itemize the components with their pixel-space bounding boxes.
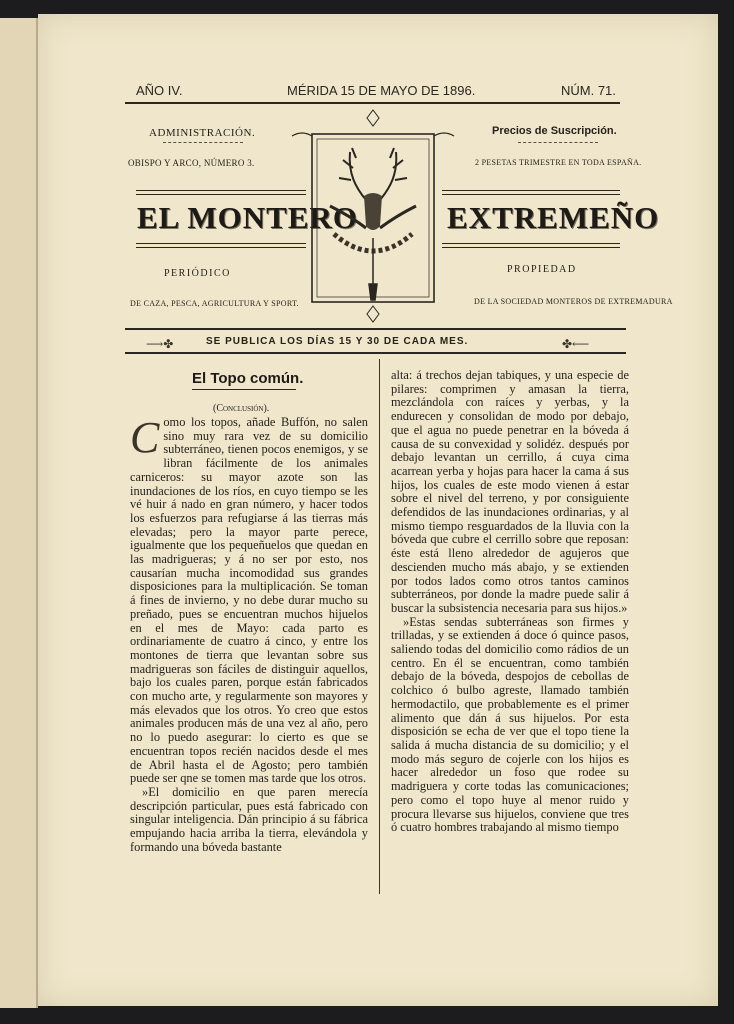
title-band-left-top <box>136 190 306 195</box>
stag-head-icon <box>364 193 382 230</box>
propiedad-subtitle: DE LA SOCIEDAD MONTEROS DE EXTREMADURA <box>474 297 673 306</box>
publica-ornament-right: ✤⟵ <box>562 337 590 351</box>
periodico-label: PERIÓDICO <box>164 268 231 279</box>
admin-label: ADMINISTRACIÓN. <box>149 127 256 139</box>
paragraph: omo los topos, añade Buffón, no salen sino muy rara vez de su domicilio subterráneo, tienen pocos enemigos, y se libran fácilmente de los animales carniceros: su mayor azote son las inundaciones de los ríos, en cuyo tiempo se les vé huir á nado en gran número, y hacer todos los esfuerzos para refugiarse á las tierras más elevadas; pero la mayor parte perece, igualmente que los pequeñuelos que quedan en las madrigueras; y á no ser por esto, nos causarían mucha incomodidad sus grandes disposiciones para la multiplicación. Se toman á fines de invierno, y no debe durar mucho su preñado, pues se encuentran muchos hijuelos en el mes de Mayo: cada parto es ordinariamente de cuatro á cinco, y entre los montones de tierra que levantan sobre sus madrigueras son fáciles de distinguir aquellos, bajo los cuales paren, porque están fabricados con mucho arte, y regularmente son mayores y más elevados que los otros. Yo creo que estos animales producen más de una vez al año, pero no lo puedo asegurar: lo cierto es que se encuentran topos recién nacidos desde el mes de Abril hasta el de Agosto; pero también puede ser qne se tomen mas tarde que los otros. <box>130 415 368 786</box>
emblem-top-ornament <box>367 110 379 126</box>
prices-text: 2 PESETAS TRIMESTRE EN TODA ESPAÑA. <box>475 158 642 167</box>
publica-rule-bottom <box>125 352 626 354</box>
issue-number: NÚM. 71. <box>561 83 616 98</box>
publica-line: SE PUBLICA LOS DÍAS 15 Y 30 DE CADA MES. <box>206 336 469 347</box>
title-band-right-top <box>442 190 620 195</box>
prices-label: Precios de Suscripción. <box>492 125 617 137</box>
admin-divider <box>163 142 243 143</box>
paragraph: »Estas sendas subterráneas son firmes y trilladas, y se extienden á doce ó quince pasos, saliendo todas del domicilio como rádios de un centro. En él se encuentran, como también debajo de la bóveda, despojos de cebollas de colchico ó bulbo agreste, llamado también hermodactilo, que probablemente es el primer alimento que dán á sus hijuelos. Por esta disposición se echa de ver que el topo tiene la salida á mucha distancia de su domicilio; y el modo más seguro de cojerle con los hijos es hacer alrededor un foso que rodee su madriguera y corte todas las comunicaciones; pero como el topo huye al menor ruido y procura llevarse sus hijuelos, conviene que tres ó cuatro hombres trabajando al mismo tiempo <box>391 614 629 835</box>
publica-ornament-left: ⟶✤ <box>146 337 174 351</box>
antlers-icon <box>339 148 407 200</box>
newspaper-page <box>38 14 718 1006</box>
article-title: El Topo común. <box>192 370 304 387</box>
facing-page-edge <box>0 18 38 1008</box>
paragraph: alta: á trechos dejan tabiques, y una especie de pilares: comprimen y amasan la tierra, mezclándola con raíces y yerbas, y la endurecen y consolidan de modo por debajo, que el agua no puede penetrar en la bóveda á causa de su convexidad y solidéz. después por debajo levantan un cerrillo, á cuya cima acarrean yerba y hojas para hacer la cama á sus hijos, los cuales de este modo vienen á estar sobre el nivel del terreno, y por consiguiente defendidos de las inundaciones ordinarias, y al mismo tiempo resguardados de la lluvia con la bóveda que cubre el cerrillo sobre que reposan: éste está lleno alrededor de agujeros que descienden mucho más abajo, y se extienden por todos lados como otros tantos caminos subterráneos, por donde la madre puede salir á buscar la subsistencia necesaria para sus hijos.» <box>391 368 629 615</box>
column-divider <box>379 359 380 894</box>
header-rule <box>125 102 620 104</box>
issue-date: MÉRIDA 15 DE MAYO DE 1896. <box>287 83 476 98</box>
drop-cap: C <box>130 413 160 462</box>
title-right: EXTREMEÑO <box>447 200 660 235</box>
prices-divider <box>518 142 598 143</box>
stag-emblem <box>290 108 456 328</box>
publica-rule-top <box>125 328 626 330</box>
emblem-bottom-ornament <box>367 306 379 322</box>
conclusion-label: (Conclusión). <box>213 403 270 414</box>
article-title-underline <box>192 389 296 390</box>
paragraph: »El domicilio en que paren merecía descripción particular, pues está fabricado con singular inteligencia. Dán principio á su fábrica empujando hacia arriba la tierra, elevándola y formando una bóveda bastante <box>130 784 368 854</box>
title-band-left-bottom <box>136 243 306 248</box>
periodico-subtitle: DE CAZA, PESCA, AGRICULTURA Y SPORT. <box>130 299 299 308</box>
article-column-right <box>391 369 629 835</box>
issue-year: AÑO IV. <box>136 83 183 98</box>
knife-icon <box>369 238 377 300</box>
admin-address: OBISPO Y ARCO, NÚMERO 3. <box>128 158 255 168</box>
propiedad-label: PROPIEDAD <box>507 264 577 275</box>
title-band-right-bottom <box>442 243 620 248</box>
title-left: EL MONTERO <box>137 200 359 235</box>
article-column-left <box>130 413 368 855</box>
